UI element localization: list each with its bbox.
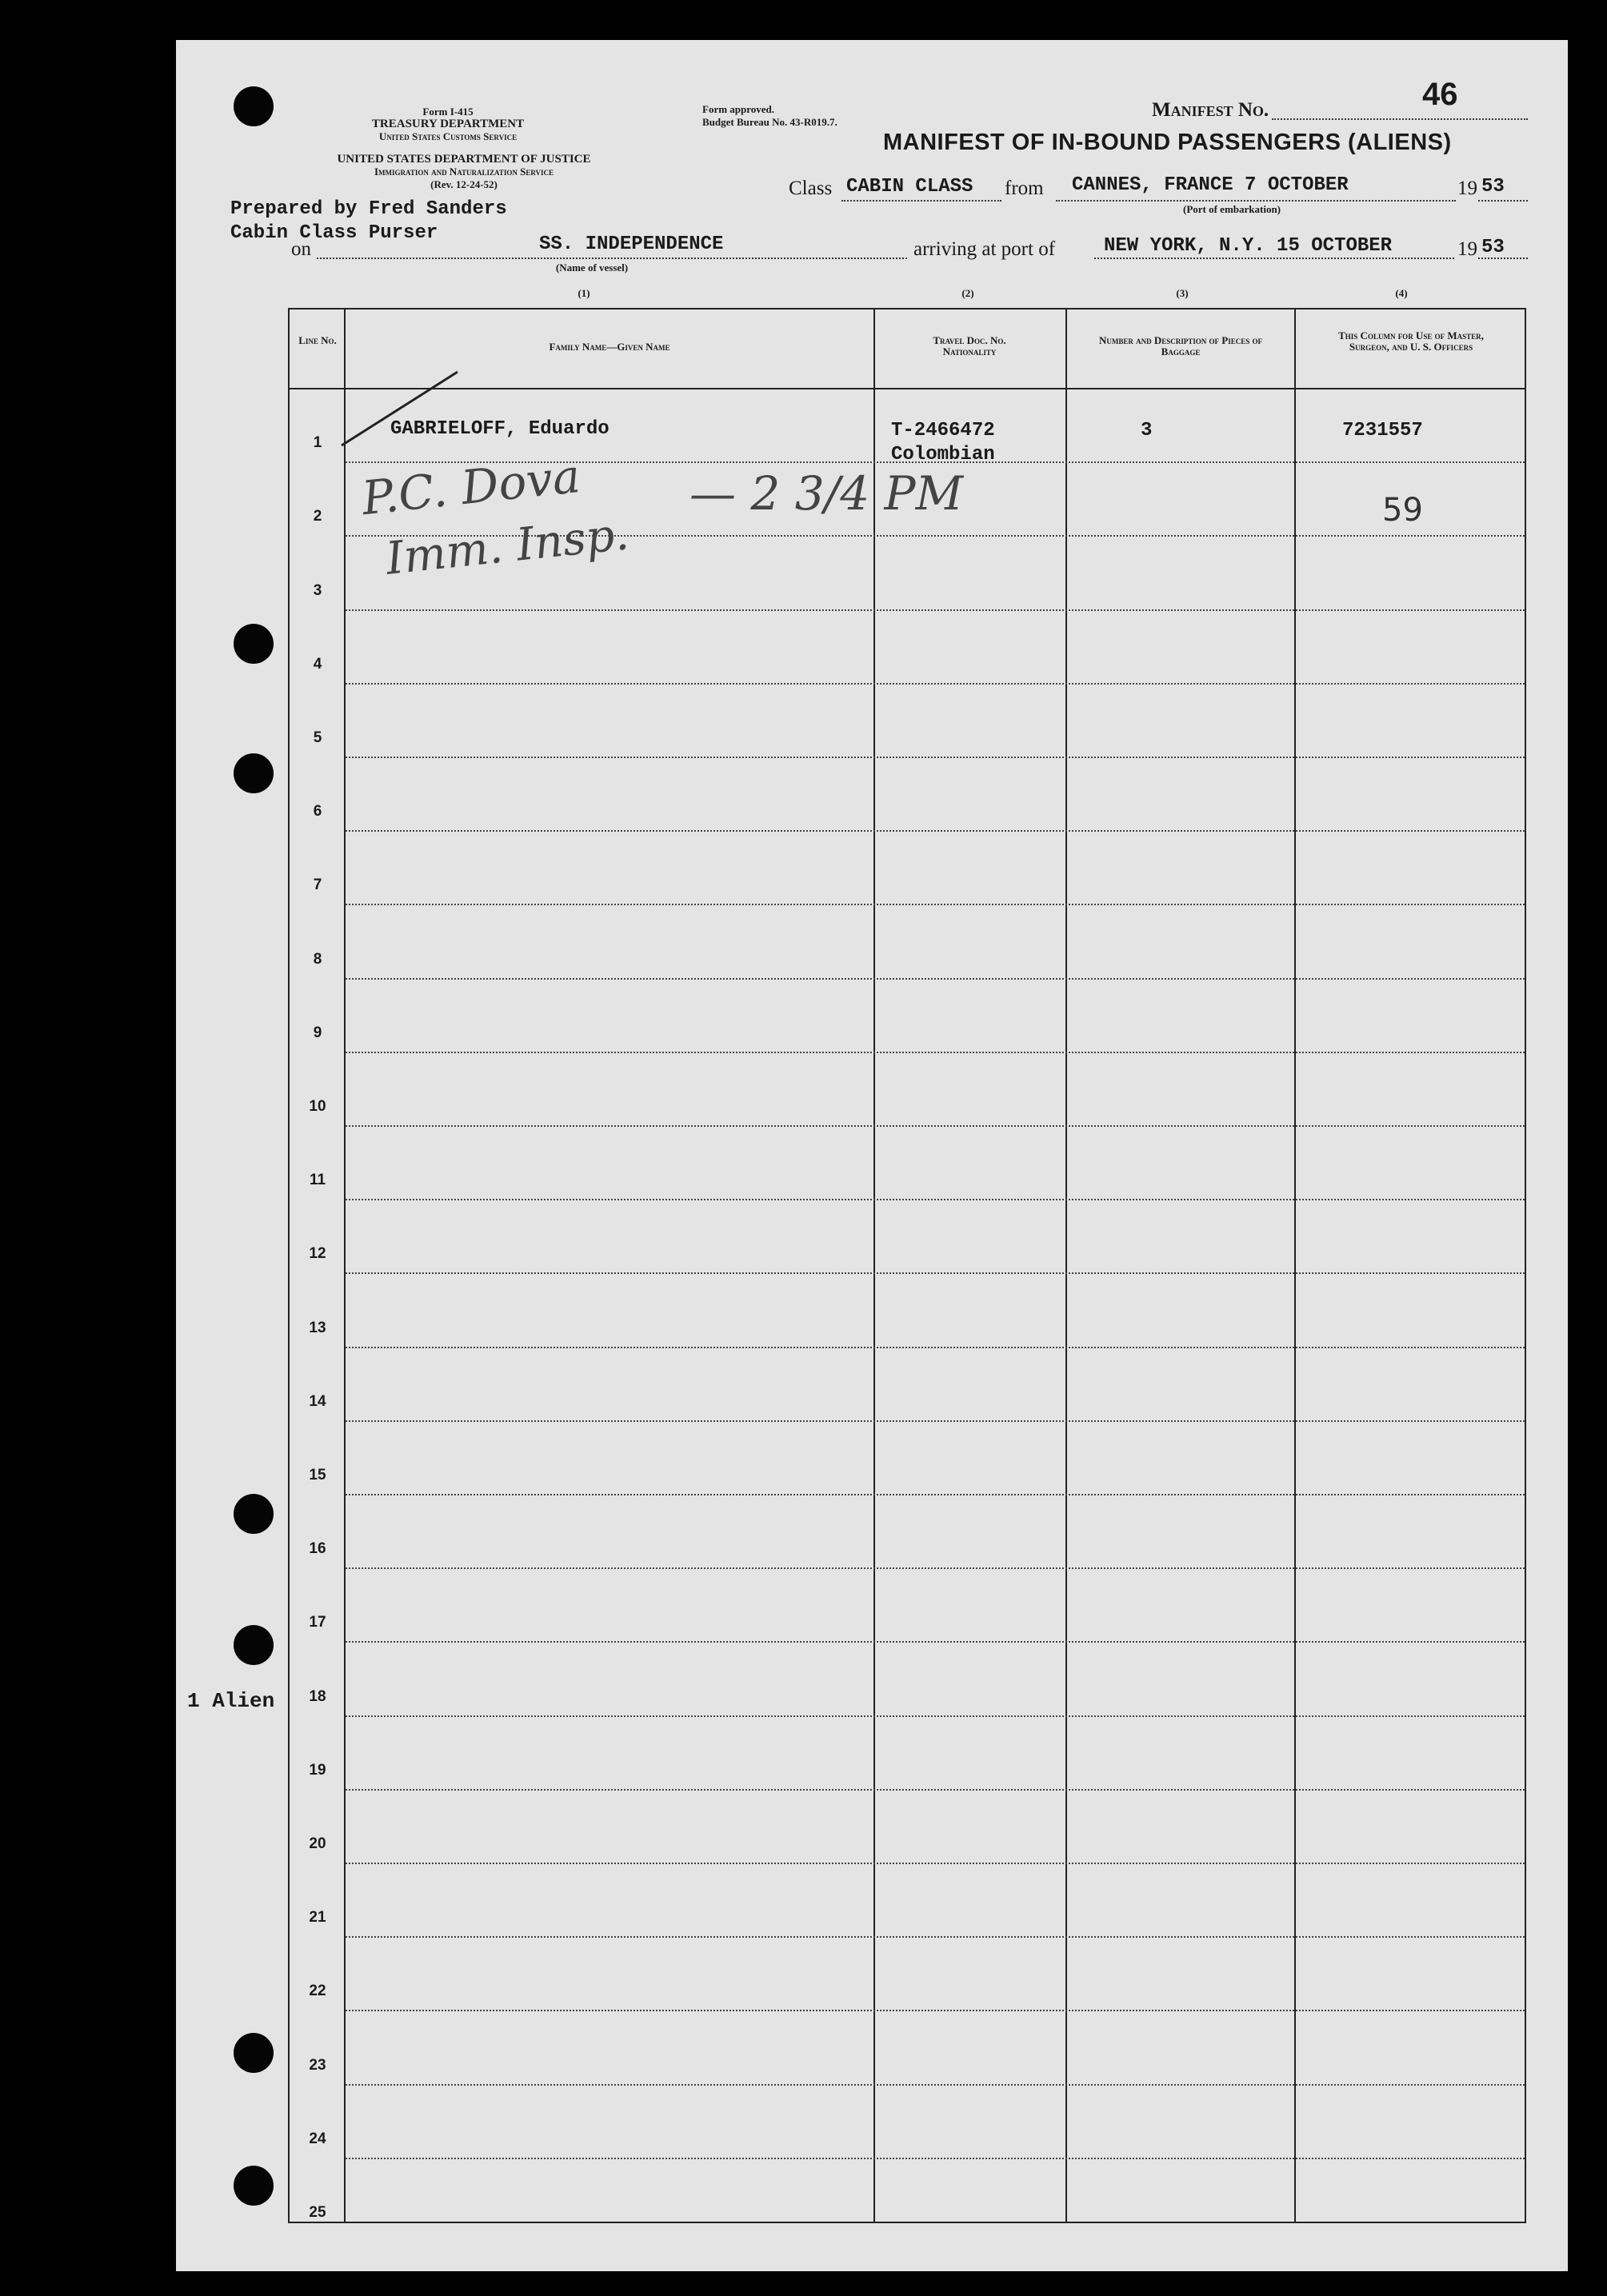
column-number-3: (3) — [1176, 287, 1189, 299]
port-caption: (Port of embarkation) — [1182, 203, 1281, 215]
arrival-port: NEW YORK, N.Y. 15 OCTOBER — [1104, 235, 1393, 257]
baggage-count: 3 — [1141, 420, 1153, 441]
row-rule — [346, 1052, 1525, 1053]
line-number: 12 — [309, 1245, 326, 1263]
justice-label: UNITED STATES DEPARTMENT OF JUSTICE — [337, 153, 591, 166]
line-number: 17 — [309, 1614, 326, 1631]
row-rule — [346, 1494, 1525, 1495]
travel-doc-number: T-2466472 — [891, 420, 995, 441]
row-rule — [346, 830, 1525, 832]
column-number-2: (2) — [961, 287, 974, 299]
on-label: on — [291, 238, 311, 260]
row-rule — [346, 757, 1525, 758]
year-prefix: 19 — [1457, 178, 1477, 199]
header-name: Family Name—Given Name — [549, 341, 670, 353]
row-rule — [346, 1347, 1525, 1348]
revision-label: (Rev. 12-24-52) — [430, 178, 498, 190]
page-title: MANIFEST OF IN-BOUND PASSENGERS (ALIENS) — [883, 130, 1452, 155]
column-number-1: (1) — [578, 287, 590, 299]
inspector-title: Imm. Insp. — [383, 508, 632, 585]
line-number: 5 — [313, 729, 322, 746]
row-rule — [346, 1567, 1525, 1569]
header-baggage: Number and Description of Pieces of Baggage — [1099, 334, 1262, 358]
vessel-name: SS. INDEPENDENCE — [539, 234, 724, 255]
row-rule — [346, 2158, 1525, 2159]
binder-hole — [234, 753, 274, 793]
binder-hole — [234, 624, 274, 664]
line-number: 13 — [309, 1319, 326, 1336]
row-rule — [346, 904, 1525, 905]
line-number: 22 — [309, 1983, 326, 2000]
row-rule — [346, 1715, 1525, 1717]
arrival-year: 53 — [1481, 237, 1505, 258]
form-approved: Form approved. — [702, 103, 775, 115]
passenger-name: GABRIELOFF, Eduardo — [390, 418, 610, 440]
binder-hole — [234, 1494, 274, 1534]
row-rule — [346, 1125, 1525, 1127]
from-label: from — [1005, 178, 1044, 199]
line-number: 18 — [309, 1687, 326, 1705]
binder-hole — [234, 86, 274, 126]
treasury-label: TREASURY DEPARTMENT — [371, 118, 525, 130]
row-rule — [346, 2010, 1525, 2011]
line-number: 24 — [309, 2130, 326, 2147]
nationality: Colombian — [891, 444, 995, 465]
row-rule — [346, 2084, 1525, 2086]
binder-hole — [234, 1625, 274, 1665]
prepared-by: Prepared by Fred Sanders — [230, 198, 507, 220]
row-rule — [346, 1420, 1525, 1422]
line-number: 14 — [309, 1392, 326, 1410]
inspector-signature: P.C. Dova — [359, 448, 583, 526]
line-number: 4 — [313, 655, 322, 673]
line-number: 9 — [313, 1024, 322, 1041]
column-number-4: (4) — [1395, 287, 1408, 299]
customs-label: United States Customs Service — [378, 130, 518, 142]
header-travel-doc: Travel Doc. No. Nationality — [933, 334, 1006, 358]
line-number: 21 — [309, 1909, 326, 1927]
row-rule — [346, 1641, 1525, 1643]
line-number: 20 — [309, 1835, 326, 1852]
inspection-time: — 2 3/4 PM — [690, 466, 963, 521]
port-of-embarkation: CANNES, FRANCE 7 OCTOBER — [1072, 174, 1349, 196]
manifest-label: Manifest No. — [1152, 99, 1269, 121]
line-number: 16 — [309, 1540, 326, 1558]
line-number: 15 — [309, 1467, 326, 1483]
row-rule — [346, 978, 1525, 980]
line-number: 7 — [313, 876, 322, 894]
row-rule — [346, 1199, 1525, 1200]
embark-year: 53 — [1481, 176, 1505, 198]
binder-hole — [234, 2166, 274, 2206]
line-number: 1 — [313, 434, 322, 452]
header-officers: This Column for Use of Master, Surgeon, and U. S. Officers — [1338, 329, 1484, 353]
manifest-number: 46 — [1422, 77, 1458, 112]
line-number: 25 — [309, 2204, 326, 2221]
passenger-table — [288, 308, 1526, 2223]
header-line-no: Line No. — [298, 334, 337, 346]
vessel-caption: (Name of vessel) — [555, 262, 629, 274]
line-number: 8 — [313, 950, 322, 968]
class-value: CABIN CLASS — [846, 176, 973, 198]
prepared-title: Cabin Class Purser — [230, 222, 438, 244]
line-number: 3 — [313, 581, 322, 599]
line-number: 23 — [309, 2056, 326, 2074]
budget-bureau: Budget Bureau No. 43-R019.7. — [702, 116, 837, 128]
binder-hole — [234, 2033, 274, 2073]
line-number: 11 — [309, 1172, 326, 1189]
row-rule — [346, 609, 1525, 611]
row-rule — [346, 1272, 1525, 1274]
arriving-label: arriving at port of — [913, 238, 1056, 260]
officer-mark: 59 — [1382, 492, 1423, 529]
line-number: 19 — [309, 1761, 326, 1779]
row-rule — [346, 1863, 1525, 1864]
row-rule — [346, 1936, 1525, 1938]
line-number: 2 — [313, 508, 322, 525]
row-rule — [346, 1789, 1525, 1791]
row-rule — [346, 683, 1525, 685]
form-number: Form I-415 — [422, 106, 474, 118]
line-number: 6 — [313, 803, 322, 821]
alien-count-note: 1 Alien — [187, 1689, 275, 1713]
year-prefix-2: 19 — [1457, 238, 1477, 260]
check-mark-icon — [338, 365, 466, 453]
ins-label: Immigration and Naturalization Service — [374, 166, 554, 178]
officer-number: 7231557 — [1342, 420, 1423, 441]
line-number: 10 — [309, 1098, 326, 1115]
class-label: Class — [789, 178, 833, 199]
